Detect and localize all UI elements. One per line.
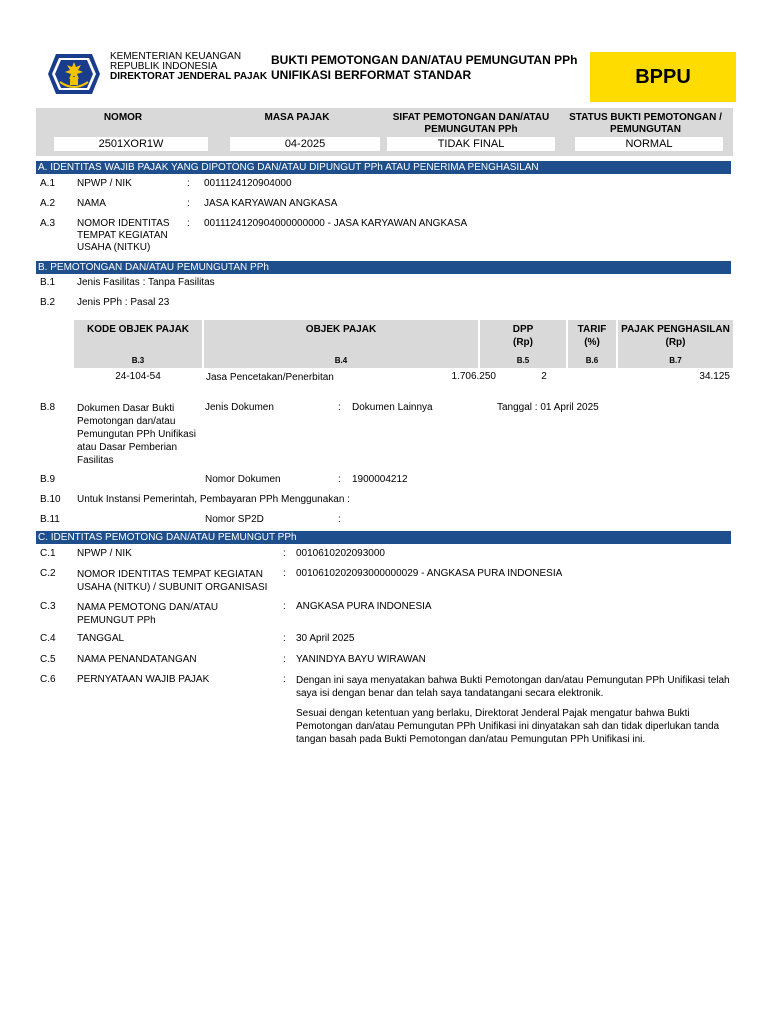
status-label: STATUS BUKTI PEMOTONGAN / PEMUNGUTAN: [569, 112, 722, 135]
td-tarif: 2: [541, 371, 547, 382]
th-pph: [618, 320, 733, 368]
th-dpp-title: DPP (Rp): [512, 324, 534, 348]
sifat-value: TIDAK FINAL: [387, 137, 555, 151]
td-pph: 34.125: [699, 371, 730, 382]
bppu-badge: BPPU: [590, 52, 736, 102]
td-kode: 24-104-54: [115, 371, 161, 382]
a3-value: 0011124120904000000000 - JASA KARYAWAN ANGKASA: [204, 218, 468, 229]
th-dpp: [480, 320, 566, 368]
b11-label: Nomor SP2D: [205, 514, 264, 525]
c6-sep: :: [283, 674, 286, 685]
a2-label: NAMA: [77, 198, 106, 209]
c5-label: NAMA PENANDATANGAN: [77, 654, 197, 665]
masa-pajak-cell: [210, 108, 384, 156]
c2-value: 0010610202093000000029 - ANGKASA PURA INDONESIA: [296, 568, 563, 579]
a1-label: NPWP / NIK: [77, 178, 132, 189]
b8-jenis-value: Dokumen Lainnya: [352, 402, 433, 413]
b8-code: B.8: [40, 402, 56, 413]
th-objek-sub: B.4: [334, 356, 348, 365]
a2-sep: :: [187, 198, 190, 209]
a2-value: JASA KARYAWAN ANGKASA: [204, 198, 338, 209]
c4-sep: :: [283, 633, 286, 644]
th-tarif-sub: B.6: [585, 356, 599, 365]
kemenkeu-logo-icon: [46, 50, 102, 98]
c1-label: NPWP / NIK: [77, 548, 132, 559]
th-pph-sub: B.7: [669, 356, 682, 365]
sifat-label: SIFAT PEMOTONGAN DAN/ATAU PEMUNGUTAN PPh: [392, 112, 550, 135]
ministry-line1: KEMENTERIAN KEUANGAN: [110, 51, 242, 62]
b9-sep: :: [338, 474, 341, 485]
nomor-value: 2501XOR1W: [54, 137, 208, 151]
directorate-name: DIREKTORAT JENDERAL PAJAK: [110, 71, 268, 82]
nomor-label: NOMOR: [103, 112, 143, 123]
c6-label: PERNYATAAN WAJIB PAJAK: [77, 674, 210, 685]
document-title: [271, 53, 577, 83]
b10-code: B.10: [40, 494, 61, 505]
document-title-line1: BUKTI PEMOTONGAN DAN/ATAU PEMUNGUTAN PPh: [271, 53, 578, 67]
b11-code: B.11: [40, 514, 60, 525]
a3-label: NOMOR IDENTITAS TEMPAT KEGIATAN USAHA (NITKU): [77, 218, 170, 253]
c2-code: C.2: [40, 568, 56, 579]
c2-sep: :: [283, 568, 286, 579]
b8-tanggal: Tanggal : 01 April 2025: [497, 402, 599, 413]
th-kode-objek: [74, 320, 202, 368]
b2-text: Jenis PPh : Pasal 23: [77, 297, 170, 308]
c3-label: NAMA PEMOTONG DAN/ATAU PEMUNGUT PPh: [77, 602, 219, 626]
a2-code: A.2: [40, 198, 56, 209]
td-dpp: 1.706.250: [451, 371, 496, 382]
b1-code: B.1: [40, 277, 56, 288]
b8-sep: :: [338, 402, 341, 413]
c5-code: C.5: [40, 654, 56, 665]
status-value: NORMAL: [575, 137, 723, 151]
th-kode-title: KODE OBJEK PAJAK: [86, 324, 190, 335]
status-cell: [558, 108, 733, 156]
td-objek: Jasa Pencetakan/Penerbitan: [206, 372, 334, 383]
masa-pajak-label: MASA PAJAK: [264, 112, 330, 123]
c5-value: YANINDYA BAYU WIRAWAN: [296, 654, 426, 665]
c3-sep: :: [283, 601, 286, 612]
masa-pajak-value: 04-2025: [230, 137, 380, 151]
th-dpp-sub: B.5: [516, 356, 530, 365]
b2-code: B.2: [40, 297, 56, 308]
th-kode-sub: B.3: [131, 356, 145, 365]
b8-label: Dokumen Dasar Bukti Pemotongan dan/atau Pemungutan PPh Unifikasi atau Dasar Pemberian Fasilitas: [77, 403, 196, 466]
ministry-block: [110, 52, 267, 82]
c5-sep: :: [283, 654, 286, 665]
b11-sep: :: [338, 514, 341, 525]
section-c-title: C. IDENTITAS PEMOTONG DAN/ATAU PEMUNGUT PPh: [36, 531, 731, 544]
legal-note: Sesuai dengan ketentuan yang berlaku, Direktorat Jenderal Pajak mengatur bahwa Bukti Pemotongan dan/atau Pemungutan PPh Unifikasi ini dinyatakan sah dan tidak diperlukan tanda tangan basah pada Bukti Pemotongan dan/atau Pemungutan PPh Unifikasi ini.: [296, 708, 720, 745]
a1-value: 0011124120904000: [204, 178, 292, 189]
c6-statement: Dengan ini saya menyatakan bahwa Bukti Pemotongan dan/atau Pemungutan PPh Unifikasi telah saya isi dengan benar dan telah saya tandatangani secara elektronik.: [296, 675, 730, 699]
b9-value: 1900004212: [352, 474, 408, 485]
th-tarif-title: TARIF (%): [577, 324, 607, 348]
c3-code: C.3: [40, 601, 56, 612]
c1-value: 0010610202093000: [296, 548, 385, 559]
th-tarif: [568, 320, 616, 368]
c1-sep: :: [283, 548, 286, 559]
c3-value: ANGKASA PURA INDONESIA: [296, 601, 432, 612]
a3-sep: :: [187, 218, 190, 229]
b1-text: Jenis Fasilitas : Tanpa Fasilitas: [77, 277, 215, 288]
c4-label: TANGGAL: [77, 633, 125, 644]
ministry-line2: REPUBLIK INDONESIA: [110, 61, 218, 72]
summary-table: [36, 108, 733, 156]
th-objek-title: OBJEK PAJAK: [305, 324, 377, 335]
b8-jenis-label: Jenis Dokumen: [205, 402, 274, 413]
nomor-cell: [36, 108, 210, 156]
c4-code: C.4: [40, 633, 56, 644]
b9-code: B.9: [40, 474, 56, 485]
c1-code: C.1: [40, 548, 56, 559]
a1-sep: :: [187, 178, 190, 189]
objek-pajak-table-header: [74, 320, 733, 368]
th-pph-title: PAJAK PENGHASILAN (Rp): [621, 324, 730, 348]
c2-label: NOMOR IDENTITAS TEMPAT KEGIATAN USAHA (NITKU) / SUBUNIT ORGANISASI: [77, 569, 268, 593]
c6-code: C.6: [40, 674, 56, 685]
document-title-line2: UNIFIKASI BERFORMAT STANDAR: [271, 68, 472, 82]
b9-label: Nomor Dokumen: [205, 474, 281, 485]
section-a-title: A. IDENTITAS WAJIB PAJAK YANG DIPOTONG DAN/ATAU DIPUNGUT PPh ATAU PENERIMA PENGHASILAN: [36, 161, 731, 174]
sifat-cell: [384, 108, 558, 156]
section-b-title: B. PEMOTONGAN DAN/ATAU PEMUNGUTAN PPh: [36, 261, 731, 274]
th-objek-pajak: [204, 320, 478, 368]
a3-code: A.3: [40, 218, 56, 229]
a1-code: A.1: [40, 178, 56, 189]
b10-text: Untuk Instansi Pemerintah, Pembayaran PPh Menggunakan :: [77, 494, 350, 505]
c4-value: 30 April 2025: [296, 633, 355, 644]
